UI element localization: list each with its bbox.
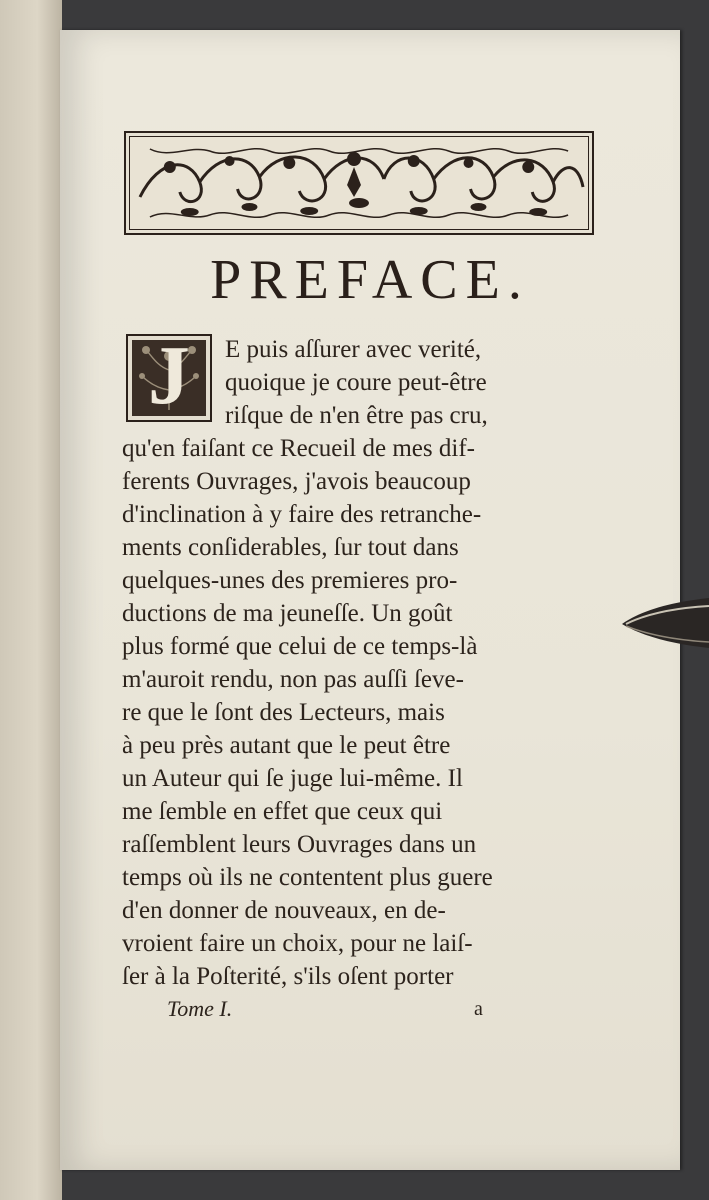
volume-footer: Tome I. [167, 996, 233, 1021]
text-line: re que le ſont des Lecteurs, mais [122, 699, 445, 726]
text-line: quoique je coure peut-être [225, 369, 487, 396]
body-text [60, 30, 680, 1170]
text-line: ments conſiderables, ſur tout dans [122, 534, 459, 561]
text-line: d'en donner de nouveaux, en de- [122, 897, 446, 924]
drop-cap-letter: J [148, 340, 190, 416]
text-line: qu'en faiſant ce Recueil de mes dif- [122, 435, 475, 462]
text-line: à peu près autant que le peut être [122, 732, 451, 759]
text-line: m'auroit rendu, non pas auſſi ſeve- [122, 666, 464, 693]
text-line: un Auteur qui ſe juge lui-même. Il [122, 765, 463, 792]
text-line: E puis aſſurer avec verité, [225, 336, 482, 363]
text-line: ductions de ma jeuneſſe. Un goût [122, 600, 453, 627]
text-line: vroient faire un choix, pour ne laiſ- [122, 930, 473, 957]
page-title: PREFACE. [210, 249, 530, 311]
page-clip-icon [622, 596, 709, 650]
text-line: riſque de n'en être pas cru, [225, 402, 488, 429]
left-page-edge [0, 0, 62, 1200]
text-line: plus formé que celui de ce temps-là [122, 633, 478, 660]
text-line: d'inclination à y faire des retranche- [122, 501, 482, 528]
text-line: me ſemble en effet que ceux qui [122, 798, 443, 825]
text-line: ſer à la Poſterité, s'ils oſent porter [122, 963, 454, 990]
text-line: quelques-unes des premieres pro- [122, 567, 458, 594]
signature-mark: a [474, 998, 483, 1020]
text-line: raſſemblent leurs Ouvrages dans un [122, 831, 477, 858]
book-page [60, 30, 680, 1170]
text-line: temps où ils ne contentent plus guere [122, 864, 493, 891]
text-line: ferents Ouvrages, j'avois beaucoup [122, 468, 471, 495]
